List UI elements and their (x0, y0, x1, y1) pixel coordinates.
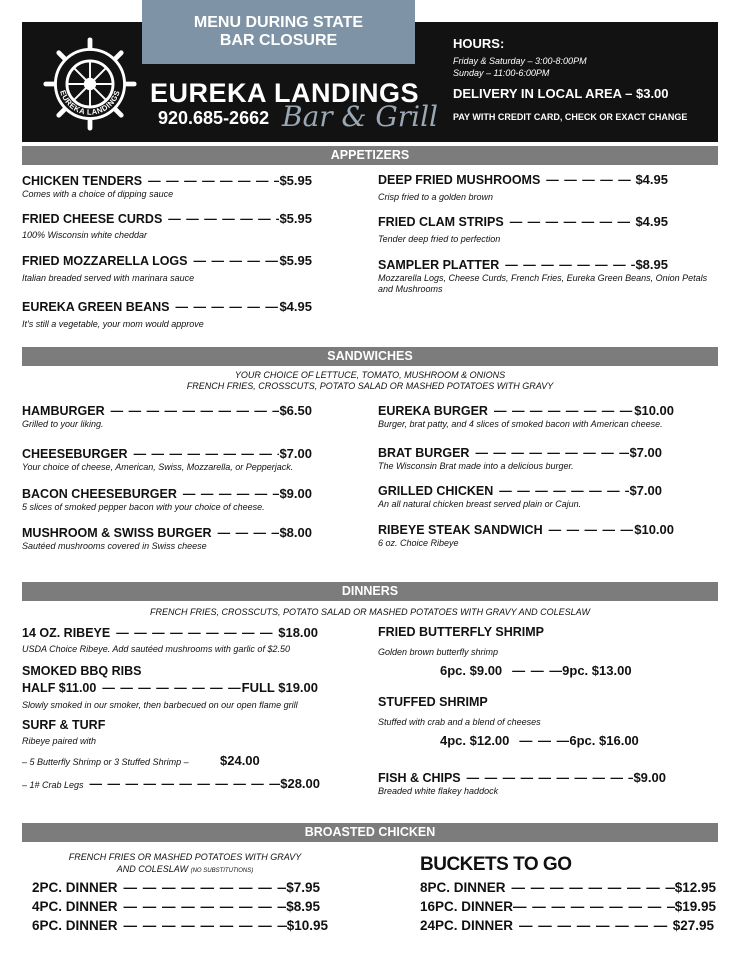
menu-item: RIBEYE STEAK SANDWICH — — — $10.00 (378, 522, 674, 537)
item-description: Ribeye paired with (22, 736, 97, 746)
menu-item: DEEP FRIED MUSHROOMS — — — $4.95 (378, 172, 668, 187)
item-description: It's still a vegetable, your mom would approve (22, 319, 204, 329)
butterfly-shrimp-title: FRIED BUTTERFLY SHRIMP (378, 625, 544, 639)
menu-item: CHEESEBURGER — — — $7.00 (22, 446, 312, 461)
menu-item: HAMBURGER — — — $6.50 (22, 403, 312, 418)
section-appetizers: APPETIZERS (22, 146, 718, 165)
menu-item: 14 OZ. RIBEYE — — — $18.00 (22, 625, 318, 640)
item-description: 100% Wisconsin white cheddar (22, 230, 147, 240)
ship-wheel-logo (42, 36, 138, 132)
menu-item: FRIED CLAM STRIPS — — — $4.95 (378, 214, 668, 229)
ribs-title: SMOKED BBQ RIBS (22, 664, 142, 678)
bucket-item: 24PC. DINNER — — — $27.95 (420, 918, 714, 933)
closure-line-2: BAR CLOSURE (219, 32, 338, 49)
bucket-item: 16PC. DINNER — — — $19.95 (420, 899, 716, 914)
item-description: Breaded white flakey haddock (378, 786, 499, 796)
item-description: Comes with a choice of dipping sauce (22, 189, 174, 199)
hours-weekend: Friday & Saturday – 3:00-8:00PM (453, 56, 587, 66)
menu-item: EUREKA GREEN BEANS — — — $4.95 (22, 299, 312, 314)
restaurant-name: EUREKA LANDINGS (150, 78, 420, 108)
surf-turf-option-2: – 1# Crab Legs — — — $28.00 (22, 776, 320, 791)
butterfly-shrimp-prices: 6pc. $9.00 — — — 9pc. $13.00 (440, 663, 670, 678)
menu-item: BACON CHEESEBURGER — — — $9.00 (22, 486, 312, 501)
broasted-sides-note: FRENCH FRIES OR MASHED POTATOES WITH GRAVY AND COLESLAW (NO SUBSTITUTIONS) (68, 852, 302, 874)
item-description: The Wisconsin Brat made into a delicious burger. (378, 461, 574, 471)
item-description: 6 oz. Choice Ribeye (378, 538, 459, 548)
item-description: Tender deep fried to perfection (378, 234, 501, 244)
item-description: Golden brown butterfly shrimp (378, 647, 499, 657)
closure-notice (142, 0, 415, 64)
chicken-dinner-item: 4PC. DINNER — — — $8.95 (32, 899, 320, 914)
section-dinners: DINNERS (22, 582, 718, 601)
surf-turf-option-1-price: $24.00 (220, 753, 260, 768)
hours-title: HOURS: (453, 36, 505, 51)
chicken-dinner-item: 6PC. DINNER — — — $10.95 (32, 918, 328, 933)
item-description: Stuffed with crab and a blend of cheeses (378, 717, 541, 727)
payment-methods: PAY WITH CREDIT CARD, CHECK OR EXACT CHANGE (453, 112, 688, 122)
chicken-dinner-item: 2PC. DINNER — — — $7.95 (32, 880, 320, 895)
menu-item: EUREKA BURGER — — — $10.00 (378, 403, 674, 418)
item-description: USDA Choice Ribeye. Add sautéed mushrooms with garlic of $2.50 (22, 644, 290, 654)
item-description: 5 slices of smoked pepper bacon with your choice of cheese. (22, 502, 265, 512)
sandwich-toppings-note: YOUR CHOICE OF LETTUCE, TOMATO, MUSHROOM & ONIONS (234, 370, 506, 380)
menu-item: GRILLED CHICKEN — — — $7.00 (378, 483, 662, 498)
delivery-fee: DELIVERY IN LOCAL AREA – $3.00 (453, 86, 669, 101)
menu-item: BRAT BURGER — — — $7.00 (378, 445, 662, 460)
menu-item: CHICKEN TENDERS — — — $5.95 (22, 173, 312, 188)
menu-item: FISH & CHIPS — — — $9.00 (378, 770, 666, 785)
item-description: Slowly smoked in our smoker, then barbecued on our open flame grill (22, 700, 298, 710)
section-sandwiches: SANDWICHES (22, 347, 718, 366)
menu-item: FRIED MOZZARELLA LOGS — — — $5.95 (22, 253, 312, 268)
surf-turf-title: SURF & TURF (22, 718, 106, 732)
buckets-to-go-title: BUCKETS TO GO (420, 854, 572, 875)
item-description: Your choice of cheese, American, Swiss, Mozzarella, or Pepperjack. (22, 462, 294, 472)
menu-item: SAMPLER PLATTER — — — $8.95 (378, 257, 668, 272)
item-description: Crisp fried to a golden brown (378, 192, 494, 202)
bucket-item: 8PC. DINNER — — — $12.95 (420, 880, 716, 895)
menu-item: FRIED CHEESE CURDS — — — $5.95 (22, 211, 312, 226)
item-description: Sautéed mushrooms covered in Swiss cheese (22, 541, 207, 551)
surf-turf-option-1: – 5 Butterfly Shrimp or 3 Stuffed Shrimp – (22, 757, 189, 767)
dinner-sides-note: FRENCH FRIES, CROSSCUTS, POTATO SALAD OR MASHED POTATOES WITH GRAVY AND COLESLAW (150, 607, 590, 617)
section-broasted-chicken: BROASTED CHICKEN (22, 823, 718, 842)
ribs-prices: HALF $11.00 — — — FULL $19.00 (22, 680, 318, 695)
item-description: Grilled to your liking. (22, 419, 104, 429)
bar-and-grill-script: Bar & Grill (282, 100, 438, 133)
menu-item: MUSHROOM & SWISS BURGER — — — $8.00 (22, 525, 312, 540)
phone-number: 920.685-2662 (158, 108, 270, 128)
item-description: An all natural chicken breast served plain or Cajun. (378, 499, 582, 509)
sandwich-sides-note: FRENCH FRIES, CROSSCUTS, POTATO SALAD OR MASHED POTATOES WITH GRAVY (186, 381, 554, 391)
closure-line-1: MENU DURING STATE (193, 14, 364, 31)
stuffed-shrimp-prices: 4pc. $12.00 — — — 6pc. $16.00 (440, 733, 670, 748)
hours-sunday: Sunday – 11:00-6:00PM (453, 68, 550, 78)
item-description: Italian breaded served with marinara sauce (22, 273, 195, 283)
stuffed-shrimp-title: STUFFED SHRIMP (378, 695, 488, 709)
item-description: Burger, brat patty, and 4 slices of smoked bacon with American cheese. (378, 419, 663, 429)
item-description: Mozzarella Logs, Cheese Curds, French Fries, Eureka Green Beans, Onion Petals and Mushrooms (378, 273, 708, 294)
logo-ring-text: EUREKA LANDINGS (58, 89, 122, 117)
